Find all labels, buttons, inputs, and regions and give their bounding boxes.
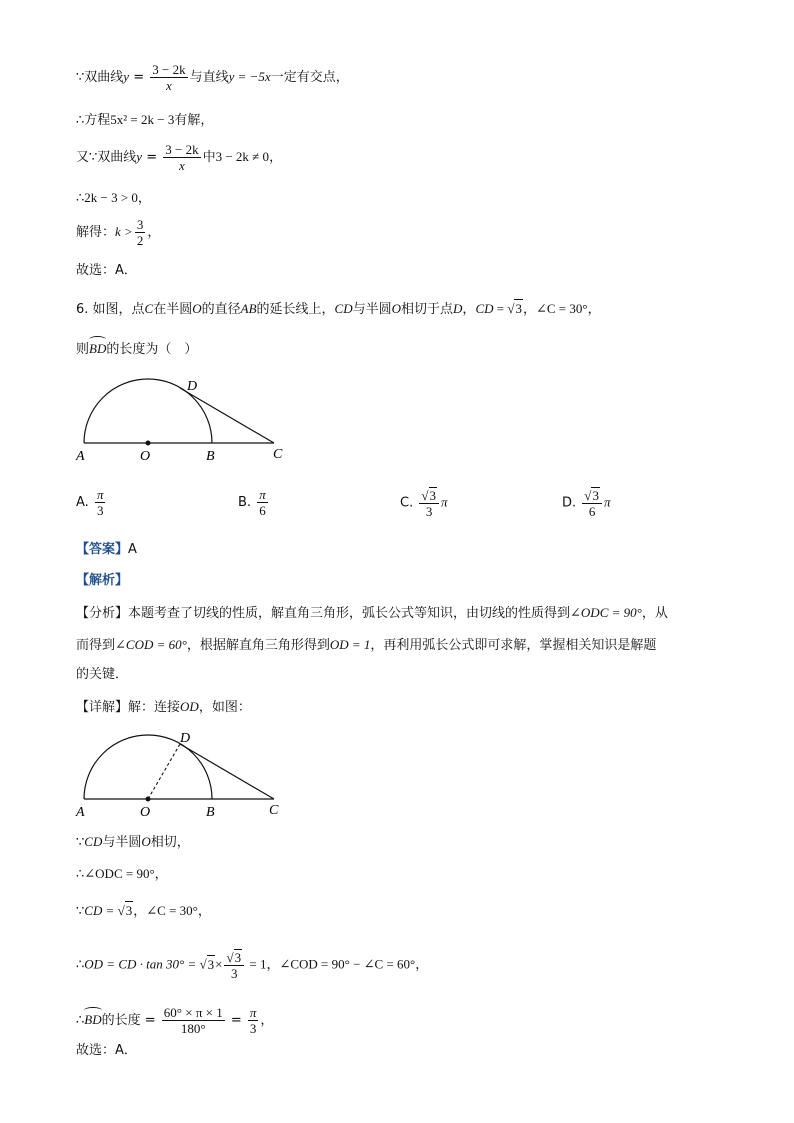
analysis-heading: 【解析】: [76, 573, 129, 588]
answer-tag: 【答案】: [76, 542, 129, 557]
label-O: O: [140, 449, 151, 464]
fenxi-line-2: 而得到∠COD = 60°，根据解直角三角形得到OD = 1，再利用弧长公式即可求解，掌握相关知识是解题: [76, 637, 657, 653]
answer-value: A: [128, 542, 137, 557]
label-B: B: [206, 805, 215, 820]
option-d[interactable]: D. $\frac{√3}{6}$ π: [562, 488, 611, 519]
text: 一定有交点，: [270, 70, 349, 85]
text: =: [129, 70, 149, 85]
equation: y = −5x: [228, 69, 271, 84]
step-4: ∴OD = CD · tan 30° = √3× $\frac{√3}{3}$ = 1，∠COD = 90° − ∠C = 60°，: [76, 950, 429, 981]
solution-line-3: 又∵双曲线y = $\frac{3 - 2k}{x}$ 中3 − 2k ≠ 0，: [76, 142, 283, 173]
figure-semicircle-2: [70, 728, 300, 820]
solution-line-2: ∴方程5x² = 2k − 3有解，: [76, 112, 214, 128]
label-B: B: [206, 449, 215, 464]
label-A: A: [76, 805, 85, 820]
tangent-line: [180, 744, 274, 799]
fenxi-line-1: 【分析】本题考查了切线的性质，解直角三角形，弧长公式等知识，由切线的性质得到∠ODC = 90°，从: [76, 605, 668, 621]
center-point: [146, 441, 151, 446]
question-line-2: 则BD的长度为（ ）: [76, 341, 198, 357]
equation: 5x² = 2k − 3: [110, 112, 175, 127]
step-3: ∵CD = √3，∠C = 30°，: [76, 903, 211, 919]
xiangjie-line: 【详解】解：连接OD，如图：: [76, 699, 251, 715]
fraction: $\frac{3 - 2k}{x}$: [165, 142, 199, 173]
option-a[interactable]: A. $\frac{\pi}{3}$: [76, 487, 104, 518]
text: ∵双曲线: [76, 70, 124, 85]
fenxi-tag: 【分析】: [76, 606, 129, 621]
label-D: D: [180, 731, 191, 746]
step-6: 故选：A．: [76, 1043, 137, 1058]
solution-line-1: [76, 62, 349, 93]
label-C: C: [269, 803, 279, 818]
var-y: y: [123, 69, 130, 84]
step-2: ∴∠ODC = 90°，: [76, 866, 168, 881]
label-A: A: [76, 449, 85, 464]
label-D: D: [187, 379, 198, 394]
text: 与直线: [189, 70, 229, 85]
xiangjie-tag: 【详解】: [76, 700, 129, 715]
arc-bd: BD: [89, 341, 107, 356]
solution-line-5: 解得：k > $\frac{3}{2}$ ，: [76, 217, 161, 248]
fraction: $\frac{3 - 2k}{x}$: [152, 62, 186, 93]
center-point: [146, 797, 151, 802]
fraction: $\frac{3}{2}$: [136, 217, 144, 248]
equation: 3 − 2k ≠ 0: [215, 149, 270, 164]
figure-semicircle-1: [70, 372, 300, 464]
option-b[interactable]: B. $\frac{\pi}{6}$: [238, 487, 266, 518]
answer-line: [76, 541, 137, 559]
semicircle-arc: [84, 735, 212, 799]
radius-od-dashed: [148, 744, 180, 799]
tangent-line: [180, 388, 274, 443]
step-5: ∴BD的长度 = $\frac{60^\circ \times \pi \times 1}{180^\circ}$ = $\frac{\pi}{3}$ ，: [76, 1005, 274, 1036]
solution-line-6: 故选：A．: [76, 263, 137, 278]
option-c[interactable]: C. $\frac{√3}{3}$ π: [400, 488, 448, 519]
question-stem: 6. 如图，点C在半圆O的直径AB的延长线上，CD与半圆O相切于点D，CD = √3，∠C = 30°，: [76, 301, 601, 317]
fenxi-line-3: 的关键．: [76, 667, 129, 682]
label-O: O: [140, 805, 151, 820]
step-1: ∵CD与半圆O相切，: [76, 834, 190, 850]
solution-line-4: ∴2k − 3 > 0，: [76, 190, 151, 205]
label-C: C: [273, 447, 283, 462]
